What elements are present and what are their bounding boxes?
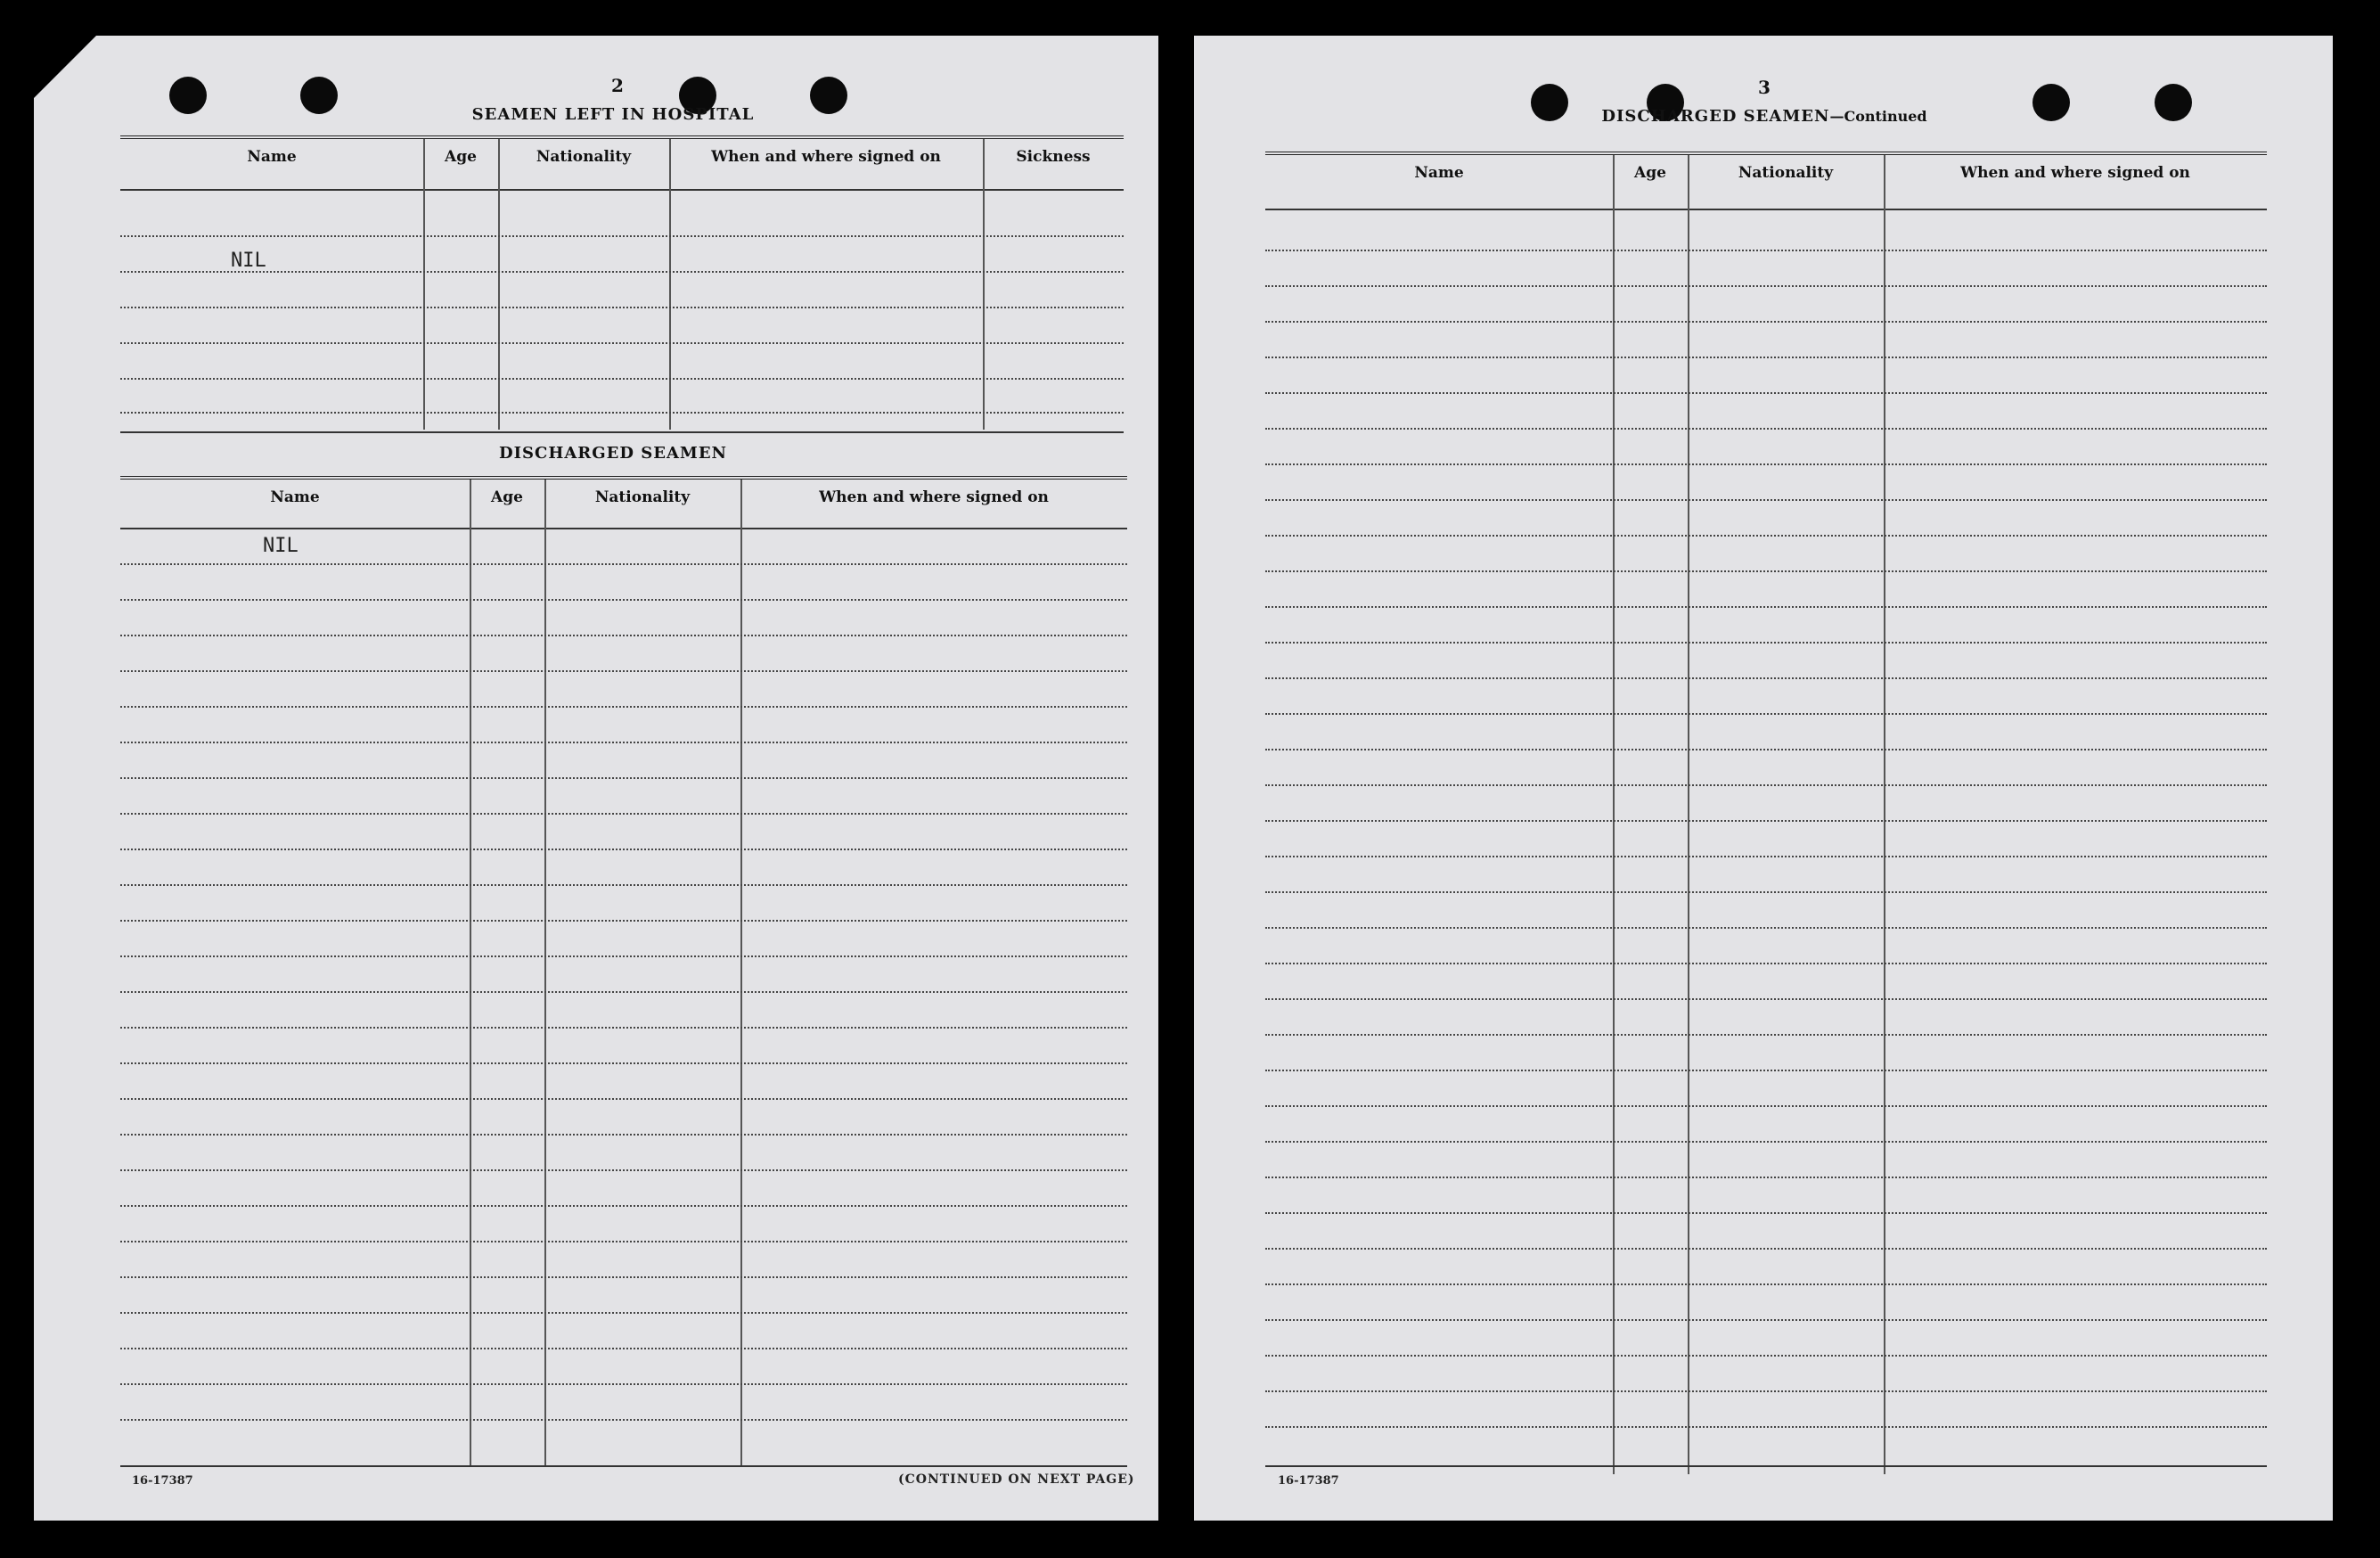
row-line xyxy=(120,1098,1127,1100)
folded-corner xyxy=(34,36,96,98)
row-line xyxy=(1265,1212,2267,1214)
discharged-continued-table xyxy=(1265,152,2267,1474)
row-line xyxy=(1265,321,2267,323)
row-line xyxy=(120,1348,1127,1349)
col-header-sickness: Sickness xyxy=(1016,148,1091,166)
column-divider xyxy=(1613,155,1615,1474)
row-line xyxy=(1265,1177,2267,1178)
page-number: 3 xyxy=(1758,77,1771,98)
row-line xyxy=(120,991,1127,993)
row-line xyxy=(120,1027,1127,1029)
row-line xyxy=(1265,535,2267,537)
col-header-signed-on: When and where signed on xyxy=(1960,164,2190,182)
col-header-nationality: Nationality xyxy=(594,488,691,506)
col-header-nationality: Nationality xyxy=(536,148,632,166)
column-divider xyxy=(423,139,425,430)
row-line xyxy=(1265,1426,2267,1428)
row-line xyxy=(1265,749,2267,750)
column-divider xyxy=(983,139,985,430)
row-line xyxy=(1265,856,2267,857)
column-divider xyxy=(740,480,742,1465)
col-header-age: Age xyxy=(1634,164,1666,182)
col-header-name: Name xyxy=(247,148,297,166)
col-header-name: Name xyxy=(1414,164,1464,182)
row-line xyxy=(120,920,1127,922)
row-line xyxy=(120,378,1124,380)
header-rule xyxy=(1265,209,2267,210)
row-line xyxy=(120,307,1124,308)
punch-hole xyxy=(810,77,847,114)
row-line xyxy=(120,235,1124,237)
row-line xyxy=(1265,463,2267,465)
row-line xyxy=(1265,998,2267,1000)
row-line xyxy=(120,1062,1127,1064)
column-divider xyxy=(544,480,546,1465)
row-line xyxy=(1265,570,2267,572)
row-line xyxy=(120,1169,1127,1171)
row-line xyxy=(120,1383,1127,1385)
row-line xyxy=(120,599,1127,601)
row-line xyxy=(120,1241,1127,1242)
section-title-discharged-continued: DISCHARGED SEAMEN—Continued xyxy=(1601,107,1927,126)
table-bottom-rule xyxy=(1265,1465,2267,1467)
row-line xyxy=(1265,428,2267,430)
row-line xyxy=(120,563,1127,565)
left-page xyxy=(34,36,1158,1521)
column-divider xyxy=(1688,155,1689,1474)
row-line xyxy=(1265,820,2267,822)
row-line xyxy=(1265,1248,2267,1250)
row-line xyxy=(120,342,1124,344)
row-line xyxy=(120,742,1127,743)
row-line xyxy=(1265,1034,2267,1036)
col-header-name: Name xyxy=(270,488,320,506)
col-header-signed-on: When and where signed on xyxy=(819,488,1049,506)
row-line xyxy=(120,706,1127,708)
row-line xyxy=(120,1312,1127,1314)
header-rule xyxy=(120,189,1124,191)
row-line xyxy=(1265,606,2267,608)
row-line xyxy=(1265,499,2267,501)
row-line xyxy=(1265,1319,2267,1321)
row-line xyxy=(120,849,1127,850)
col-header-signed-on: When and where signed on xyxy=(711,148,941,166)
column-divider xyxy=(669,139,671,430)
row-line xyxy=(1265,1141,2267,1143)
row-line xyxy=(120,670,1127,672)
row-line xyxy=(1265,392,2267,394)
row-line xyxy=(1265,713,2267,715)
row-line xyxy=(1265,784,2267,786)
row-line xyxy=(1265,1355,2267,1357)
row-line xyxy=(120,271,1124,273)
continued-suffix: —Continued xyxy=(1829,108,1927,125)
row-line xyxy=(1265,963,2267,964)
section-title-discharged: DISCHARGED SEAMEN xyxy=(498,444,728,463)
form-code: 16-17387 xyxy=(1278,1474,1339,1488)
col-header-nationality: Nationality xyxy=(1738,164,1834,182)
row-line xyxy=(1265,677,2267,679)
section-title-hospital: SEAMEN LEFT IN HOSPITAL xyxy=(471,105,755,124)
row-line xyxy=(120,1419,1127,1421)
row-line xyxy=(1265,1283,2267,1285)
row-line xyxy=(1265,891,2267,893)
column-divider xyxy=(498,139,500,430)
discharged-entry: NIL xyxy=(263,535,299,557)
right-page xyxy=(1194,36,2333,1521)
row-line xyxy=(1265,285,2267,287)
row-line xyxy=(1265,250,2267,251)
table-bottom-rule xyxy=(120,1465,1127,1467)
row-line xyxy=(120,777,1127,779)
row-line xyxy=(120,955,1127,957)
continued-note: (CONTINUED ON NEXT PAGE) xyxy=(898,1472,1135,1487)
punch-hole xyxy=(2032,84,2070,121)
row-line xyxy=(1265,927,2267,929)
row-line xyxy=(120,813,1127,815)
row-line xyxy=(1265,1105,2267,1107)
header-rule xyxy=(120,528,1127,529)
table-bottom-rule xyxy=(120,431,1124,433)
punch-hole xyxy=(2155,84,2192,121)
discharged-table xyxy=(120,476,1127,1465)
punch-hole xyxy=(169,77,207,114)
column-divider xyxy=(1884,155,1885,1474)
col-header-age: Age xyxy=(491,488,523,506)
row-line xyxy=(120,1276,1127,1278)
form-code: 16-17387 xyxy=(132,1474,193,1488)
row-line xyxy=(120,412,1124,414)
row-line xyxy=(120,635,1127,636)
row-line xyxy=(1265,1070,2267,1071)
col-header-age: Age xyxy=(445,148,477,166)
row-line xyxy=(120,1134,1127,1136)
hospital-entry: NIL xyxy=(231,250,266,272)
column-divider xyxy=(470,480,471,1465)
page-number: 2 xyxy=(611,75,624,96)
row-line xyxy=(120,1205,1127,1207)
row-line xyxy=(1265,357,2267,358)
row-line xyxy=(1265,642,2267,644)
hospital-table xyxy=(120,135,1124,430)
punch-hole xyxy=(300,77,338,114)
row-line xyxy=(1265,1390,2267,1392)
row-line xyxy=(120,884,1127,886)
